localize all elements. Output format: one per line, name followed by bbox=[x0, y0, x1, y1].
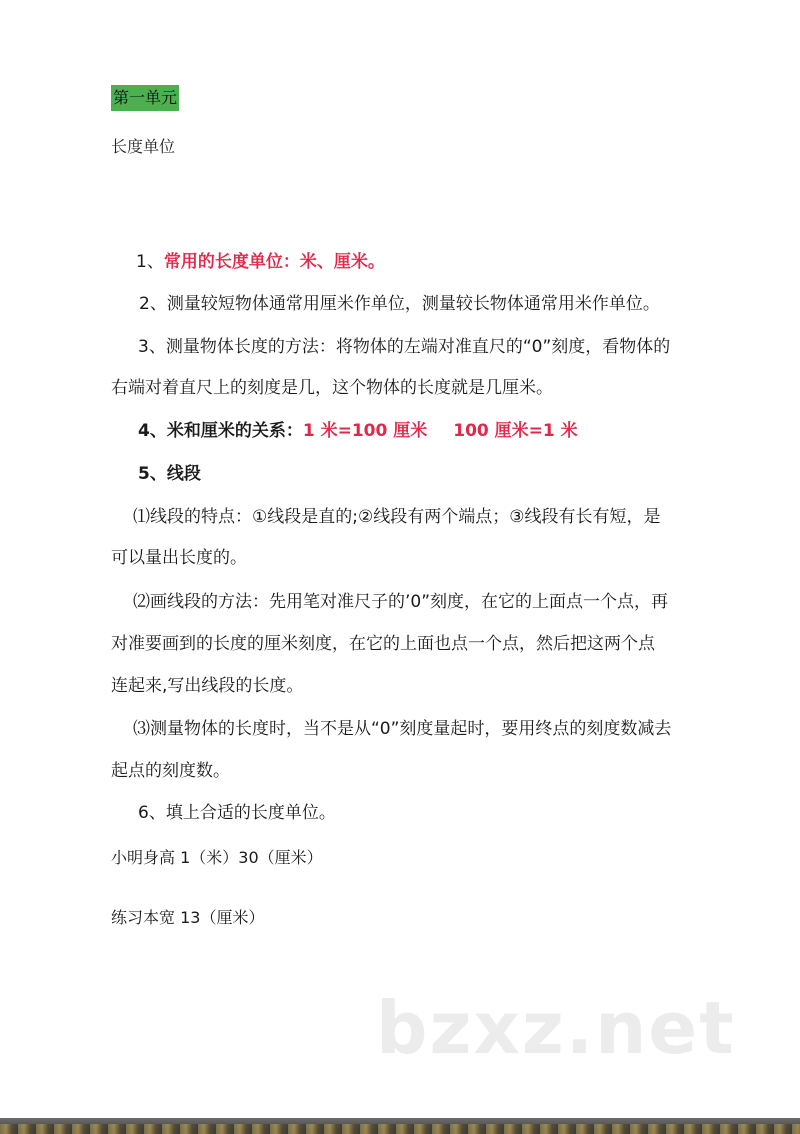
section-subtitle: 长度单位 bbox=[111, 137, 176, 156]
point-2: 2、测量较短物体通常用厘米作单位，测量较长物体通常用米作单位。 bbox=[139, 294, 660, 314]
subpoint-2-line-3: 连起来,写出线段的长度。 bbox=[111, 676, 304, 696]
subpoint-2-line-2: 对准要画到的长度的厘米刻度，在它的上面也点一个点，然后把这两个点 bbox=[111, 634, 655, 654]
point-1-number: 1、 bbox=[136, 252, 164, 272]
example-1: 小明身高 1（米）30（厘米） bbox=[111, 848, 323, 867]
example-2: 练习本宽 13（厘米） bbox=[111, 908, 265, 927]
point-6: 6、填上合适的长度单位。 bbox=[138, 803, 336, 823]
point-1 bbox=[136, 250, 385, 274]
point-1-text: 常用的长度单位：米、厘米。 bbox=[163, 252, 385, 272]
subpoint-1-line-1: ⑴线段的特点：①线段是直的;②线段有两个端点；③线段有长有短，是 bbox=[133, 507, 661, 527]
unit-title: 第一单元 bbox=[111, 85, 179, 111]
point-3-line-2: 右端对着直尺上的刻度是几，这个物体的长度就是几厘米。 bbox=[111, 378, 553, 398]
point-3-line-1: 3、测量物体长度的方法：将物体的左端对准直尺的“0”刻度，看物体的 bbox=[138, 337, 671, 357]
next-page-edge bbox=[0, 1118, 800, 1134]
subpoint-3-line-2: 起点的刻度数。 bbox=[111, 761, 230, 781]
point-4-relation-2: 100 厘米=1 米 bbox=[453, 421, 578, 441]
point-5: 5、线段 bbox=[138, 464, 201, 484]
point-4-label: 4、米和厘米的关系： bbox=[138, 421, 303, 441]
subpoint-1-line-2: 可以量出长度的。 bbox=[111, 548, 247, 568]
subpoint-2-line-1: ⑵画线段的方法：先用笔对准尺子的’0”刻度，在它的上面点一个点，再 bbox=[133, 592, 669, 612]
point-4-relation-1: 1 米=100 厘米 bbox=[302, 421, 428, 441]
point-4 bbox=[138, 419, 578, 443]
subpoint-3-line-1: ⑶测量物体的长度时，当不是从“0”刻度量起时，要用终点的刻度数减去 bbox=[133, 719, 672, 739]
watermark-text: bzxz.net bbox=[376, 986, 736, 1070]
next-page-image-strip bbox=[0, 1124, 800, 1134]
